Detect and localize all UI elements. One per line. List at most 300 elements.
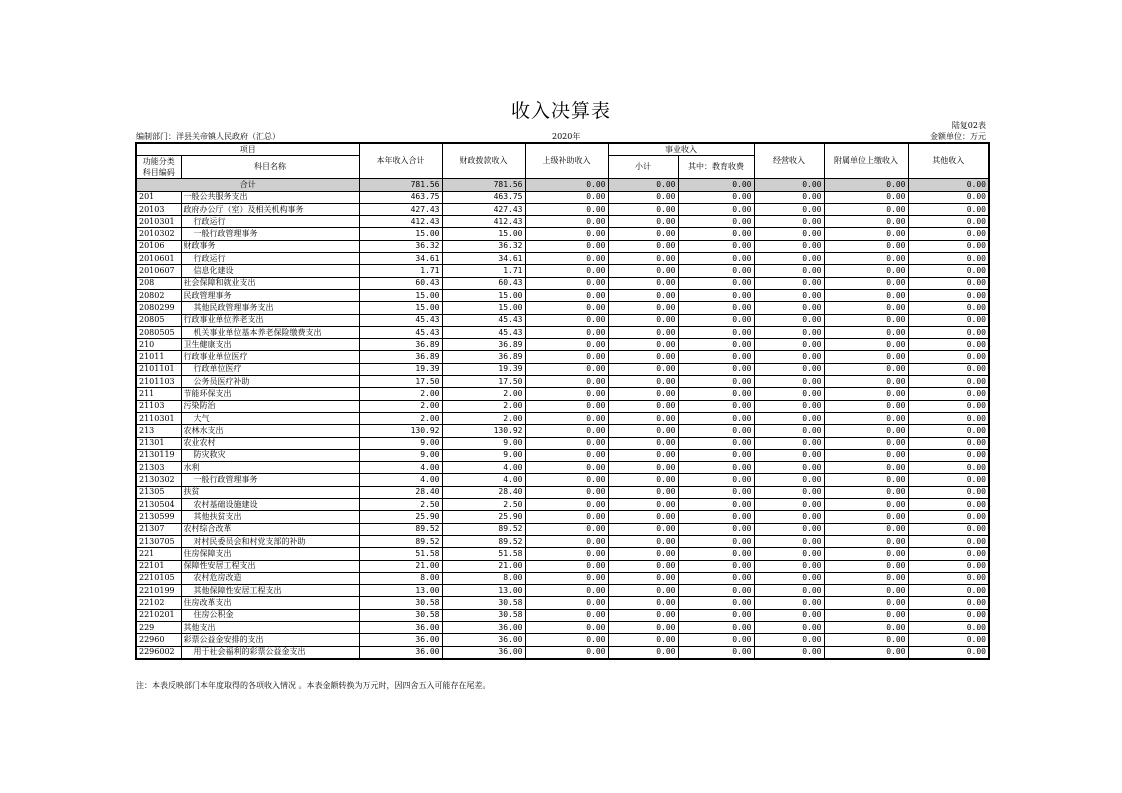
row-business-subtotal: 0.00 — [608, 646, 678, 659]
row-other: 0.00 — [908, 314, 989, 326]
row-operating: 0.00 — [754, 339, 824, 351]
row-code: 221 — [136, 548, 181, 560]
row-subject-name: 住房改革支出 — [181, 597, 359, 609]
row-superior: 0.00 — [525, 535, 608, 547]
row-other: 0.00 — [908, 363, 989, 375]
row-subject-name: 防灾救灾 — [181, 449, 359, 461]
row-total-income: 36.89 — [359, 339, 442, 351]
row-operating: 0.00 — [754, 314, 824, 326]
table-row — [136, 203, 989, 215]
row-operating: 0.00 — [754, 560, 824, 572]
row-business-subtotal: 0.00 — [608, 609, 678, 621]
row-edu-fee: 0.00 — [678, 265, 754, 277]
row-subject-name: 行政单位医疗 — [181, 363, 359, 375]
table-row — [136, 474, 989, 486]
table-row — [136, 302, 989, 314]
table-row — [136, 376, 989, 388]
row-affiliated: 0.00 — [824, 634, 908, 646]
row-total-income: 4.00 — [359, 474, 442, 486]
row-edu-fee: 0.00 — [678, 548, 754, 560]
row-fiscal: 15.00 — [442, 302, 525, 314]
row-total-income: 8.00 — [359, 572, 442, 584]
row-code: 21303 — [136, 462, 181, 474]
row-superior: 0.00 — [525, 253, 608, 265]
row-total-income: 13.00 — [359, 585, 442, 597]
row-business-subtotal: 0.00 — [608, 339, 678, 351]
table-row — [136, 240, 989, 252]
row-total-income: 19.39 — [359, 363, 442, 375]
row-business-subtotal: 0.00 — [608, 240, 678, 252]
row-code: 21103 — [136, 400, 181, 412]
row-fiscal: 60.43 — [442, 277, 525, 289]
row-business-subtotal: 0.00 — [608, 474, 678, 486]
row-total-income: 25.90 — [359, 511, 442, 523]
row-business-subtotal: 0.00 — [608, 597, 678, 609]
row-other: 0.00 — [908, 646, 989, 659]
row-other: 0.00 — [908, 634, 989, 646]
row-business-subtotal: 0.00 — [608, 462, 678, 474]
department-label: 编制部门：洋县关帝镇人民政府（汇总） — [136, 132, 280, 141]
row-affiliated: 0.00 — [824, 462, 908, 474]
row-other: 0.00 — [908, 339, 989, 351]
row-fiscal: 4.00 — [442, 474, 525, 486]
row-subject-name: 信息化建设 — [181, 265, 359, 277]
row-edu-fee: 0.00 — [678, 474, 754, 486]
row-subject-name: 农林水支出 — [181, 425, 359, 437]
row-code: 2130504 — [136, 499, 181, 511]
row-superior: 0.00 — [525, 191, 608, 203]
row-business-subtotal: 0.00 — [608, 314, 678, 326]
income-final-accounts-table — [135, 142, 990, 660]
row-code: 2101103 — [136, 376, 181, 388]
row-operating: 0.00 — [754, 240, 824, 252]
row-superior: 0.00 — [525, 425, 608, 437]
row-total-income: 130.92 — [359, 425, 442, 437]
row-affiliated: 0.00 — [824, 621, 908, 633]
row-code: 21307 — [136, 523, 181, 535]
row-subject-name: 节能环保支出 — [181, 388, 359, 400]
row-superior: 0.00 — [525, 462, 608, 474]
row-operating: 0.00 — [754, 621, 824, 633]
row-business-subtotal: 0.00 — [608, 499, 678, 511]
total-label: 合计 — [136, 179, 359, 191]
row-business-subtotal: 0.00 — [608, 228, 678, 240]
row-superior: 0.00 — [525, 548, 608, 560]
row-affiliated: 0.00 — [824, 240, 908, 252]
row-edu-fee: 0.00 — [678, 425, 754, 437]
row-subject-name: 用于社会福利的彩票公益金支出 — [181, 646, 359, 659]
row-operating: 0.00 — [754, 523, 824, 535]
row-other: 0.00 — [908, 326, 989, 338]
row-subject-name: 行政运行 — [181, 253, 359, 265]
row-edu-fee: 0.00 — [678, 314, 754, 326]
row-other: 0.00 — [908, 585, 989, 597]
row-subject-name: 其他民政管理事务支出 — [181, 302, 359, 314]
table-row — [136, 326, 989, 338]
total-value: 781.56 — [359, 179, 442, 191]
header-total-income: 本年收入合计 — [359, 143, 442, 179]
row-business-subtotal: 0.00 — [608, 548, 678, 560]
row-subject-name: 财政事务 — [181, 240, 359, 252]
row-total-income: 89.52 — [359, 523, 442, 535]
row-total-income: 28.40 — [359, 486, 442, 498]
row-total-income: 34.61 — [359, 253, 442, 265]
row-fiscal: 36.32 — [442, 240, 525, 252]
row-fiscal: 45.43 — [442, 314, 525, 326]
row-total-income: 36.00 — [359, 634, 442, 646]
table-row — [136, 339, 989, 351]
table-row — [136, 634, 989, 646]
row-subject-name: 民政管理事务 — [181, 289, 359, 301]
row-superior: 0.00 — [525, 277, 608, 289]
row-code: 2110301 — [136, 412, 181, 424]
row-total-income: 36.89 — [359, 351, 442, 363]
row-total-income: 15.00 — [359, 228, 442, 240]
row-subject-name: 社会保障和就业支出 — [181, 277, 359, 289]
row-fiscal: 19.39 — [442, 363, 525, 375]
row-operating: 0.00 — [754, 474, 824, 486]
row-superior: 0.00 — [525, 265, 608, 277]
row-code: 2210105 — [136, 572, 181, 584]
row-other: 0.00 — [908, 253, 989, 265]
row-subject-name: 行政运行 — [181, 216, 359, 228]
row-edu-fee: 0.00 — [678, 253, 754, 265]
row-affiliated: 0.00 — [824, 511, 908, 523]
total-value: 0.00 — [608, 179, 678, 191]
table-row — [136, 425, 989, 437]
row-edu-fee: 0.00 — [678, 351, 754, 363]
row-edu-fee: 0.00 — [678, 228, 754, 240]
row-edu-fee: 0.00 — [678, 634, 754, 646]
row-superior: 0.00 — [525, 228, 608, 240]
row-affiliated: 0.00 — [824, 535, 908, 547]
row-edu-fee: 0.00 — [678, 240, 754, 252]
row-other: 0.00 — [908, 535, 989, 547]
total-value: 0.00 — [754, 179, 824, 191]
row-total-income: 21.00 — [359, 560, 442, 572]
row-fiscal: 15.00 — [442, 289, 525, 301]
total-value: 0.00 — [908, 179, 989, 191]
table-row — [136, 486, 989, 498]
row-edu-fee: 0.00 — [678, 191, 754, 203]
row-subject-name: 一般行政管理事务 — [181, 228, 359, 240]
row-total-income: 9.00 — [359, 437, 442, 449]
row-fiscal: 36.89 — [442, 351, 525, 363]
row-edu-fee: 0.00 — [678, 597, 754, 609]
row-fiscal: 51.58 — [442, 548, 525, 560]
row-edu-fee: 0.00 — [678, 412, 754, 424]
row-business-subtotal: 0.00 — [608, 265, 678, 277]
table-row — [136, 228, 989, 240]
row-subject-name: 污染防治 — [181, 400, 359, 412]
row-other: 0.00 — [908, 499, 989, 511]
row-code: 22102 — [136, 597, 181, 609]
row-fiscal: 8.00 — [442, 572, 525, 584]
row-affiliated: 0.00 — [824, 277, 908, 289]
row-total-income: 51.58 — [359, 548, 442, 560]
row-fiscal: 28.40 — [442, 486, 525, 498]
row-affiliated: 0.00 — [824, 314, 908, 326]
row-operating: 0.00 — [754, 511, 824, 523]
row-other: 0.00 — [908, 621, 989, 633]
row-fiscal: 2.50 — [442, 499, 525, 511]
row-affiliated: 0.00 — [824, 326, 908, 338]
row-operating: 0.00 — [754, 376, 824, 388]
row-edu-fee: 0.00 — [678, 486, 754, 498]
row-fiscal: 9.00 — [442, 449, 525, 461]
row-total-income: 89.52 — [359, 535, 442, 547]
row-superior: 0.00 — [525, 609, 608, 621]
row-code: 210 — [136, 339, 181, 351]
row-superior: 0.00 — [525, 240, 608, 252]
total-row — [136, 179, 989, 191]
row-operating: 0.00 — [754, 228, 824, 240]
row-code: 21305 — [136, 486, 181, 498]
row-superior: 0.00 — [525, 597, 608, 609]
row-other: 0.00 — [908, 548, 989, 560]
table-row — [136, 646, 989, 659]
row-fiscal: 89.52 — [442, 535, 525, 547]
row-other: 0.00 — [908, 376, 989, 388]
header-other: 其他收入 — [908, 143, 989, 179]
row-business-subtotal: 0.00 — [608, 486, 678, 498]
row-subject-name: 公务员医疗补助 — [181, 376, 359, 388]
row-affiliated: 0.00 — [824, 339, 908, 351]
row-other: 0.00 — [908, 425, 989, 437]
row-operating: 0.00 — [754, 203, 824, 215]
row-subject-name: 一般公共服务支出 — [181, 191, 359, 203]
row-operating: 0.00 — [754, 277, 824, 289]
header-affiliated: 附属单位上缴收入 — [824, 143, 908, 179]
row-other: 0.00 — [908, 351, 989, 363]
table-row — [136, 289, 989, 301]
row-superior: 0.00 — [525, 400, 608, 412]
row-operating: 0.00 — [754, 449, 824, 461]
row-other: 0.00 — [908, 412, 989, 424]
table-row — [136, 462, 989, 474]
row-operating: 0.00 — [754, 302, 824, 314]
row-business-subtotal: 0.00 — [608, 511, 678, 523]
row-other: 0.00 — [908, 609, 989, 621]
row-affiliated: 0.00 — [824, 376, 908, 388]
row-other: 0.00 — [908, 511, 989, 523]
header-edu-fee: 其中：教育收费 — [678, 156, 754, 179]
row-total-income: 45.43 — [359, 326, 442, 338]
row-subject-name: 农村综合改革 — [181, 523, 359, 535]
row-code: 201 — [136, 191, 181, 203]
row-affiliated: 0.00 — [824, 499, 908, 511]
row-operating: 0.00 — [754, 253, 824, 265]
row-operating: 0.00 — [754, 289, 824, 301]
row-fiscal: 30.58 — [442, 609, 525, 621]
row-business-subtotal: 0.00 — [608, 560, 678, 572]
row-superior: 0.00 — [525, 572, 608, 584]
row-total-income: 30.58 — [359, 609, 442, 621]
row-edu-fee: 0.00 — [678, 621, 754, 633]
row-code: 2080505 — [136, 326, 181, 338]
row-superior: 0.00 — [525, 474, 608, 486]
table-row — [136, 523, 989, 535]
row-affiliated: 0.00 — [824, 597, 908, 609]
row-total-income: 4.00 — [359, 462, 442, 474]
table-row — [136, 363, 989, 375]
row-superior: 0.00 — [525, 216, 608, 228]
table-row — [136, 511, 989, 523]
row-other: 0.00 — [908, 265, 989, 277]
row-other: 0.00 — [908, 437, 989, 449]
row-fiscal: 463.75 — [442, 191, 525, 203]
row-total-income: 60.43 — [359, 277, 442, 289]
row-superior: 0.00 — [525, 634, 608, 646]
header-fiscal: 财政拨款收入 — [442, 143, 525, 179]
table-row — [136, 572, 989, 584]
row-operating: 0.00 — [754, 548, 824, 560]
row-edu-fee: 0.00 — [678, 437, 754, 449]
row-operating: 0.00 — [754, 363, 824, 375]
row-total-income: 2.50 — [359, 499, 442, 511]
row-code: 2130599 — [136, 511, 181, 523]
row-edu-fee: 0.00 — [678, 449, 754, 461]
row-subject-name: 农业农村 — [181, 437, 359, 449]
row-code: 2010301 — [136, 216, 181, 228]
total-value: 0.00 — [678, 179, 754, 191]
row-edu-fee: 0.00 — [678, 289, 754, 301]
row-subject-name: 住房保障支出 — [181, 548, 359, 560]
row-edu-fee: 0.00 — [678, 585, 754, 597]
row-total-income: 15.00 — [359, 302, 442, 314]
row-operating: 0.00 — [754, 412, 824, 424]
row-affiliated: 0.00 — [824, 425, 908, 437]
row-affiliated: 0.00 — [824, 302, 908, 314]
table-row — [136, 388, 989, 400]
row-other: 0.00 — [908, 523, 989, 535]
row-subject-name: 行政事业单位养老支出 — [181, 314, 359, 326]
row-total-income: 45.43 — [359, 314, 442, 326]
row-subject-name: 其他支出 — [181, 621, 359, 633]
row-superior: 0.00 — [525, 585, 608, 597]
header-superior: 上级补助收入 — [525, 143, 608, 179]
table-row — [136, 597, 989, 609]
table-row — [136, 535, 989, 547]
row-superior: 0.00 — [525, 486, 608, 498]
row-superior: 0.00 — [525, 351, 608, 363]
row-subject-name: 水利 — [181, 462, 359, 474]
footnote: 注：本表反映部门本年度取得的各项收入情况 。本表金额转换为万元时，因四舍五入可能存在尾差。 — [136, 681, 491, 690]
row-affiliated: 0.00 — [824, 646, 908, 659]
row-fiscal: 9.00 — [442, 437, 525, 449]
row-operating: 0.00 — [754, 400, 824, 412]
row-business-subtotal: 0.00 — [608, 253, 678, 265]
row-operating: 0.00 — [754, 585, 824, 597]
row-total-income: 427.43 — [359, 203, 442, 215]
table-row — [136, 585, 989, 597]
row-other: 0.00 — [908, 462, 989, 474]
row-fiscal: 1.71 — [442, 265, 525, 277]
row-fiscal: 412.43 — [442, 216, 525, 228]
row-edu-fee: 0.00 — [678, 523, 754, 535]
row-edu-fee: 0.00 — [678, 560, 754, 572]
row-code: 213 — [136, 425, 181, 437]
row-edu-fee: 0.00 — [678, 302, 754, 314]
header-operating: 经营收入 — [754, 143, 824, 179]
row-fiscal: 36.00 — [442, 646, 525, 659]
row-superior: 0.00 — [525, 621, 608, 633]
row-superior: 0.00 — [525, 437, 608, 449]
row-superior: 0.00 — [525, 388, 608, 400]
row-edu-fee: 0.00 — [678, 326, 754, 338]
row-business-subtotal: 0.00 — [608, 326, 678, 338]
row-fiscal: 2.00 — [442, 412, 525, 424]
row-code: 2210199 — [136, 585, 181, 597]
row-affiliated: 0.00 — [824, 486, 908, 498]
row-affiliated: 0.00 — [824, 228, 908, 240]
row-business-subtotal: 0.00 — [608, 400, 678, 412]
row-business-subtotal: 0.00 — [608, 634, 678, 646]
row-affiliated: 0.00 — [824, 203, 908, 215]
row-other: 0.00 — [908, 289, 989, 301]
header-func-code: 功能分类科目编码 — [136, 156, 181, 179]
row-other: 0.00 — [908, 302, 989, 314]
total-value: 0.00 — [824, 179, 908, 191]
row-edu-fee: 0.00 — [678, 203, 754, 215]
row-other: 0.00 — [908, 203, 989, 215]
row-edu-fee: 0.00 — [678, 511, 754, 523]
row-total-income: 412.43 — [359, 216, 442, 228]
unit-label: 金额单位：万元 — [930, 132, 986, 141]
row-total-income: 36.32 — [359, 240, 442, 252]
row-business-subtotal: 0.00 — [608, 277, 678, 289]
row-superior: 0.00 — [525, 646, 608, 659]
row-operating: 0.00 — [754, 462, 824, 474]
row-superior: 0.00 — [525, 499, 608, 511]
row-business-subtotal: 0.00 — [608, 412, 678, 424]
row-subject-name: 一般行政管理事务 — [181, 474, 359, 486]
row-total-income: 9.00 — [359, 449, 442, 461]
row-superior: 0.00 — [525, 289, 608, 301]
row-operating: 0.00 — [754, 609, 824, 621]
row-other: 0.00 — [908, 277, 989, 289]
row-operating: 0.00 — [754, 191, 824, 203]
row-subject-name: 大气 — [181, 412, 359, 424]
row-business-subtotal: 0.00 — [608, 203, 678, 215]
row-code: 2296002 — [136, 646, 181, 659]
row-code: 20103 — [136, 203, 181, 215]
row-operating: 0.00 — [754, 597, 824, 609]
row-total-income: 2.00 — [359, 412, 442, 424]
row-superior: 0.00 — [525, 449, 608, 461]
row-other: 0.00 — [908, 486, 989, 498]
row-fiscal: 21.00 — [442, 560, 525, 572]
row-total-income: 36.00 — [359, 646, 442, 659]
row-code: 22101 — [136, 560, 181, 572]
table-row — [136, 351, 989, 363]
row-superior: 0.00 — [525, 363, 608, 375]
row-subject-name: 住房公积金 — [181, 609, 359, 621]
row-edu-fee: 0.00 — [678, 462, 754, 474]
row-other: 0.00 — [908, 400, 989, 412]
row-affiliated: 0.00 — [824, 523, 908, 535]
row-edu-fee: 0.00 — [678, 277, 754, 289]
row-code: 2130302 — [136, 474, 181, 486]
row-edu-fee: 0.00 — [678, 646, 754, 659]
row-business-subtotal: 0.00 — [608, 425, 678, 437]
total-value: 781.56 — [442, 179, 525, 191]
row-other: 0.00 — [908, 228, 989, 240]
row-affiliated: 0.00 — [824, 351, 908, 363]
row-code: 208 — [136, 277, 181, 289]
row-superior: 0.00 — [525, 376, 608, 388]
row-edu-fee: 0.00 — [678, 400, 754, 412]
